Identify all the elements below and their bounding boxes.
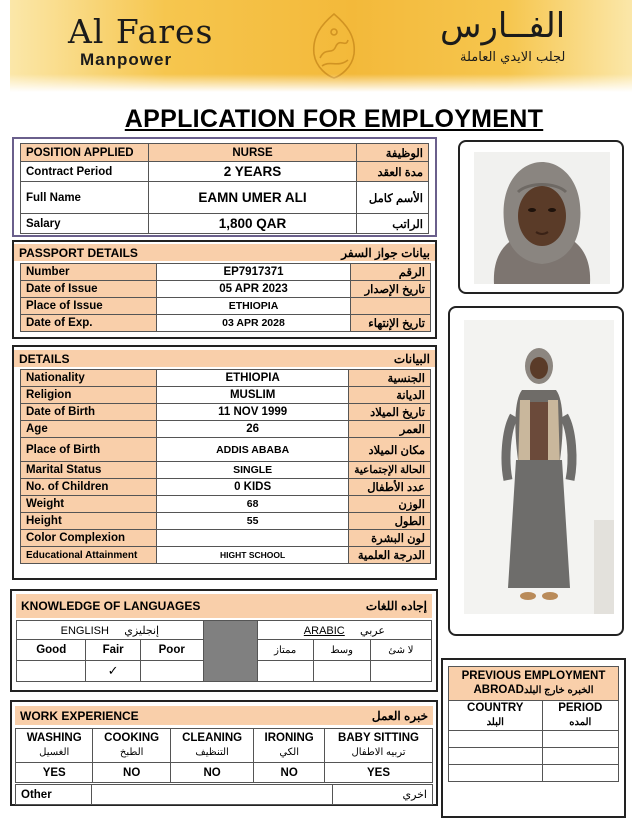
expiry-date-label-ar: تاريخ الإنتهاء bbox=[351, 315, 431, 332]
position-label-ar: الوظيفة bbox=[357, 144, 429, 162]
languages-title: KNOWLEDGE OF LANGUAGES bbox=[16, 594, 318, 618]
weight-label: Weight bbox=[21, 496, 157, 513]
table-row bbox=[17, 621, 432, 640]
table-row bbox=[21, 513, 431, 530]
cleaning-value: NO bbox=[170, 763, 253, 783]
complexion-value bbox=[157, 530, 349, 547]
children-value: 0 KIDS bbox=[157, 479, 349, 496]
period-header bbox=[542, 701, 618, 731]
portrait-photo bbox=[474, 152, 610, 284]
previous-employment-table bbox=[448, 666, 619, 782]
babysitting-label: BABY SITTING bbox=[338, 732, 419, 744]
dob-value: 11 NOV 1999 bbox=[157, 404, 349, 421]
passport-table bbox=[20, 263, 431, 332]
period-cell bbox=[542, 765, 618, 782]
work-title-ar: خبره العمل bbox=[291, 706, 433, 725]
passport-title-row bbox=[14, 244, 435, 261]
previous-title-ar: الخبره خارج البلد bbox=[523, 685, 594, 696]
work-section bbox=[10, 700, 438, 806]
table-row bbox=[449, 748, 619, 765]
work-other-table bbox=[15, 784, 433, 805]
dob-label: Date of Birth bbox=[21, 404, 157, 421]
table-row bbox=[449, 731, 619, 748]
languages-title-ar: إجاده اللغات bbox=[318, 594, 432, 618]
fullname-label: Full Name bbox=[21, 182, 149, 214]
previous-title: PREVIOUS EMPLOYMENT bbox=[461, 670, 606, 682]
washing-label: WASHING bbox=[26, 732, 82, 744]
country-label: COUNTRY bbox=[467, 702, 524, 714]
arabic-excellent-cell bbox=[257, 661, 313, 682]
period-cell bbox=[542, 731, 618, 748]
education-label: Educational Attainment bbox=[21, 547, 157, 564]
table-row bbox=[21, 496, 431, 513]
dob-label-ar: تاريخ الميلاد bbox=[349, 404, 431, 421]
arabic-header bbox=[257, 621, 431, 640]
details-title-ar: البيانات bbox=[253, 350, 435, 367]
weight-label-ar: الوزن bbox=[349, 496, 431, 513]
country-cell bbox=[449, 765, 543, 782]
cleaning-label-ar: التنظيف bbox=[195, 747, 229, 758]
nationality-label-ar: الجنسية bbox=[349, 370, 431, 387]
table-row bbox=[21, 547, 431, 564]
other-label: Other bbox=[16, 785, 92, 805]
ironing-header bbox=[254, 729, 325, 763]
period-label: PERIOD bbox=[558, 702, 603, 714]
table-row bbox=[16, 785, 433, 805]
table-row bbox=[21, 387, 431, 404]
other-label-ar: اخري bbox=[333, 785, 433, 805]
header-banner bbox=[10, 0, 632, 92]
arabic-label: ARABIC bbox=[303, 624, 345, 637]
marital-label-ar: الحالة الإجتماعية bbox=[349, 462, 431, 479]
nationality-value: ETHIOPIA bbox=[157, 370, 349, 387]
work-title-row bbox=[15, 706, 433, 725]
passport-number-label: Number bbox=[21, 264, 157, 281]
washing-value: YES bbox=[16, 763, 93, 783]
header-fade bbox=[10, 74, 632, 92]
age-label-ar: العمر bbox=[349, 421, 431, 438]
details-table bbox=[20, 369, 431, 564]
cooking-header bbox=[93, 729, 170, 763]
issue-date-value: 05 APR 2023 bbox=[157, 281, 351, 298]
work-table bbox=[15, 728, 433, 783]
languages-title-row bbox=[16, 594, 432, 618]
country-header bbox=[449, 701, 543, 731]
issue-date-label-ar: تاريخ الإصدار bbox=[351, 281, 431, 298]
level-ar-none: لا شئ bbox=[370, 640, 431, 661]
babysitting-header bbox=[325, 729, 433, 763]
table-row bbox=[21, 298, 431, 315]
previous-title2: ABROAD bbox=[473, 684, 524, 696]
english-good-cell bbox=[17, 661, 86, 682]
babysitting-label-ar: تربيه الاطفال bbox=[351, 747, 406, 758]
portrait-photo-image bbox=[474, 152, 610, 284]
position-label: POSITION APPLIED bbox=[21, 144, 149, 162]
table-row bbox=[449, 667, 619, 701]
languages-section bbox=[10, 589, 438, 692]
brand-name-ar: الفــارس bbox=[440, 6, 566, 46]
complexion-label-ar: لون البشرة bbox=[349, 530, 431, 547]
previous-header bbox=[449, 667, 619, 701]
languages-table bbox=[16, 620, 432, 682]
cooking-value: NO bbox=[93, 763, 170, 783]
brand-name-en: Al Fares bbox=[68, 12, 214, 51]
level-good: Good bbox=[17, 640, 86, 661]
table-row bbox=[21, 370, 431, 387]
table-row bbox=[21, 530, 431, 547]
birthplace-label-ar: مكان الميلاد bbox=[349, 438, 431, 462]
other-value bbox=[92, 785, 333, 805]
table-row bbox=[21, 462, 431, 479]
marital-value: SINGLE bbox=[157, 462, 349, 479]
english-poor-cell bbox=[140, 661, 203, 682]
passport-number-label-ar: الرقم bbox=[351, 264, 431, 281]
height-label: Height bbox=[21, 513, 157, 530]
english-label: ENGLISH bbox=[60, 624, 109, 637]
table-row bbox=[21, 162, 429, 182]
religion-label-ar: الديانة bbox=[349, 387, 431, 404]
education-value: HIGHT SCHOOL bbox=[157, 547, 349, 564]
arabic-medium-cell bbox=[313, 661, 370, 682]
period-cell bbox=[542, 748, 618, 765]
education-label-ar: الدرجة العلمية bbox=[349, 547, 431, 564]
passport-section bbox=[12, 240, 437, 339]
table-row bbox=[21, 144, 429, 162]
language-divider bbox=[203, 621, 257, 682]
babysitting-value: YES bbox=[325, 763, 433, 783]
ironing-label: IRONING bbox=[264, 732, 314, 744]
table-row bbox=[21, 315, 431, 332]
details-title: DETAILS bbox=[14, 350, 253, 367]
salary-value: 1,800 QAR bbox=[149, 214, 357, 234]
table-row bbox=[21, 182, 429, 214]
country-cell bbox=[449, 748, 543, 765]
table-row bbox=[16, 729, 433, 763]
page-title: APPLICATION FOR EMPLOYMENT bbox=[124, 105, 544, 133]
level-ar-medium: وسط bbox=[313, 640, 370, 661]
washing-label-ar: الغسيل bbox=[39, 747, 70, 758]
table-row bbox=[21, 438, 431, 462]
calligraphy-logo-icon bbox=[302, 10, 366, 82]
arabic-label-ar: عربي bbox=[360, 624, 385, 637]
position-table bbox=[20, 143, 429, 234]
expiry-date-label: Date of Exp. bbox=[21, 315, 157, 332]
washing-header bbox=[16, 729, 93, 763]
full-body-photo bbox=[464, 320, 614, 614]
table-row bbox=[449, 701, 619, 731]
children-label: No. of Children bbox=[21, 479, 157, 496]
country-cell bbox=[449, 731, 543, 748]
children-label-ar: عدد الأطفال bbox=[349, 479, 431, 496]
table-row bbox=[21, 404, 431, 421]
level-poor: Poor bbox=[140, 640, 203, 661]
fullname-label-ar: الأسم كامل bbox=[357, 182, 429, 214]
complexion-label: Color Complexion bbox=[21, 530, 157, 547]
full-body-photo-frame bbox=[448, 306, 624, 636]
level-ar-excellent: ممتاز bbox=[257, 640, 313, 661]
cooking-label-ar: الطبخ bbox=[119, 747, 144, 758]
country-label-ar: البلد bbox=[486, 717, 504, 728]
level-fair: Fair bbox=[86, 640, 140, 661]
english-label-ar: إنجليزي bbox=[124, 624, 160, 637]
table-row bbox=[21, 479, 431, 496]
table-row bbox=[21, 214, 429, 234]
height-label-ar: الطول bbox=[349, 513, 431, 530]
nationality-label: Nationality bbox=[21, 370, 157, 387]
issue-place-label-ar bbox=[351, 298, 431, 315]
contract-label-ar: مدة العقد bbox=[357, 162, 429, 182]
ironing-value: NO bbox=[254, 763, 325, 783]
full-body-photo-image bbox=[464, 320, 614, 614]
previous-employment-section bbox=[441, 658, 626, 818]
age-label: Age bbox=[21, 421, 157, 438]
cleaning-label: CLEANING bbox=[182, 732, 243, 744]
ironing-label-ar: الكي bbox=[279, 747, 299, 758]
salary-label: Salary bbox=[21, 214, 149, 234]
marital-label: Marital Status bbox=[21, 462, 157, 479]
issue-date-label: Date of Issue bbox=[21, 281, 157, 298]
religion-label: Religion bbox=[21, 387, 157, 404]
cooking-label: COOKING bbox=[104, 732, 160, 744]
issue-place-label: Place of Issue bbox=[21, 298, 157, 315]
period-label-ar: المده bbox=[569, 717, 592, 728]
portrait-photo-frame bbox=[458, 140, 624, 294]
table-row bbox=[21, 281, 431, 298]
passport-number-value: EP7917371 bbox=[157, 264, 351, 281]
issue-place-value: ETHIOPIA bbox=[157, 298, 351, 315]
brand-subtitle-en: Manpower bbox=[80, 50, 173, 69]
english-fair-check-icon: ✓ bbox=[86, 661, 140, 682]
weight-value: 68 bbox=[157, 496, 349, 513]
passport-title: PASSPORT DETAILS bbox=[14, 244, 252, 261]
position-section bbox=[12, 137, 437, 237]
birthplace-label: Place of Birth bbox=[21, 438, 157, 462]
brand-subtitle-ar: لجلب الايدي العاملة bbox=[460, 50, 566, 65]
table-row bbox=[21, 421, 431, 438]
details-section bbox=[12, 345, 437, 580]
height-value: 55 bbox=[157, 513, 349, 530]
details-title-row bbox=[14, 350, 435, 367]
contract-label: Contract Period bbox=[21, 162, 149, 182]
english-header bbox=[17, 621, 204, 640]
table-row bbox=[16, 763, 433, 783]
religion-value: MUSLIM bbox=[157, 387, 349, 404]
contract-value: 2 YEARS bbox=[149, 162, 357, 182]
fullname-value: EAMN UMER ALI bbox=[149, 182, 357, 214]
birthplace-value: ADDIS ABABA bbox=[157, 438, 349, 462]
table-row bbox=[449, 765, 619, 782]
cleaning-header bbox=[170, 729, 253, 763]
table-row bbox=[21, 264, 431, 281]
salary-label-ar: الراتب bbox=[357, 214, 429, 234]
expiry-date-value: 03 APR 2028 bbox=[157, 315, 351, 332]
position-value: NURSE bbox=[149, 144, 357, 162]
arabic-none-cell bbox=[370, 661, 431, 682]
age-value: 26 bbox=[157, 421, 349, 438]
passport-title-ar: بيانات جواز السفر bbox=[252, 244, 435, 261]
work-title: WORK EXPERIENCE bbox=[15, 706, 291, 725]
